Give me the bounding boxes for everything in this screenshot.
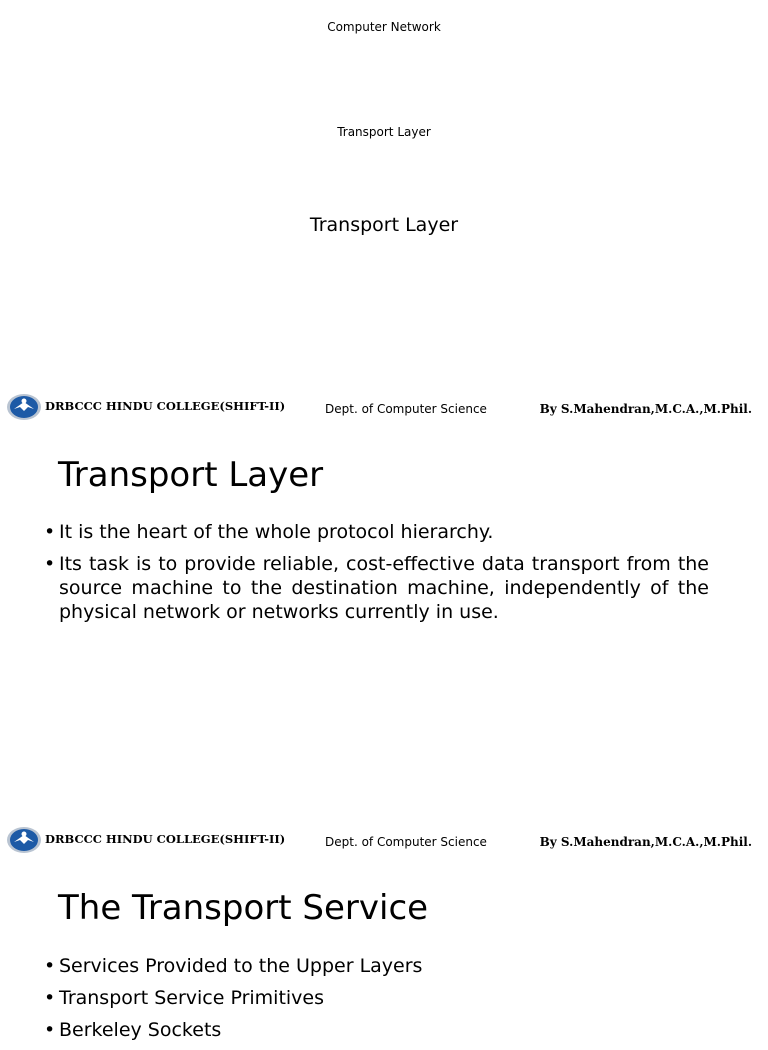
department-name: Dept. of Computer Science	[325, 835, 487, 849]
bullet-item: • Transport Service Primitives	[44, 986, 709, 1010]
slide-footer	[0, 823, 768, 859]
slide-bullet-list	[44, 954, 709, 1050]
department-name: Dept. of Computer Science	[325, 402, 487, 416]
document-header-title: Computer Network	[327, 20, 441, 34]
slide-heading: Transport Layer	[58, 455, 324, 495]
bullet-item: • Its task is to provide reliable, cost-effective data transport from the source machine to the destination machine, independently of the physical network or networks currently in use.	[44, 552, 709, 624]
slide-heading: The Transport Service	[58, 888, 429, 928]
document-subtitle: Transport Layer	[337, 125, 431, 139]
title-slide-heading: Transport Layer	[309, 214, 459, 236]
bullet-item: • It is the heart of the whole protocol hierarchy.	[44, 520, 709, 544]
bullet-item: • Berkeley Sockets	[44, 1018, 709, 1042]
author-name: By S.Mahendran,M.C.A.,M.Phil.	[539, 835, 752, 849]
college-logo-icon	[6, 393, 42, 421]
bullet-item: • Services Provided to the Upper Layers	[44, 954, 709, 978]
college-name: DRBCCC HINDU COLLEGE(SHIFT-II)	[45, 832, 286, 846]
college-logo-icon	[6, 826, 42, 854]
slide-bullet-list	[44, 520, 709, 632]
author-name: By S.Mahendran,M.C.A.,M.Phil.	[539, 402, 752, 416]
college-name: DRBCCC HINDU COLLEGE(SHIFT-II)	[45, 399, 286, 413]
slide-footer	[0, 390, 768, 426]
